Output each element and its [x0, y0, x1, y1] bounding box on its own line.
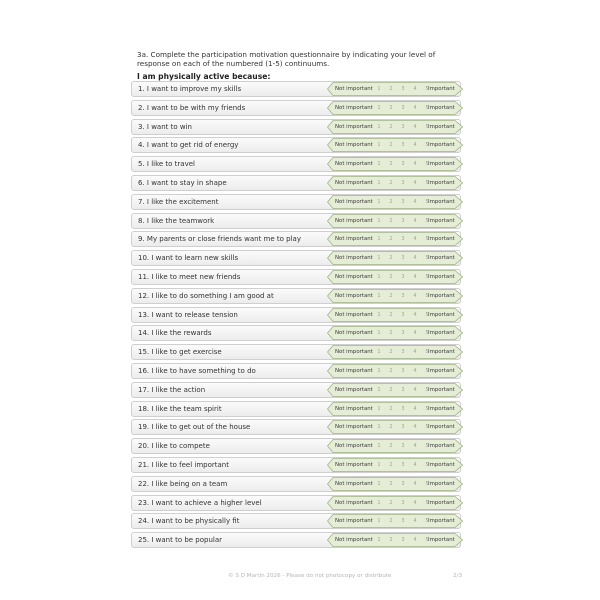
questionnaire-subheading: I am physically active because:	[137, 72, 271, 81]
rating-scale	[327, 269, 463, 285]
rating-option-1[interactable]: 1	[377, 480, 381, 487]
rating-option-4[interactable]: 4	[413, 349, 417, 356]
rating-option-4[interactable]: 4	[413, 480, 417, 487]
rating-option-3[interactable]: 3	[401, 537, 405, 544]
rating-scale	[327, 457, 463, 473]
rating-option-3[interactable]: 3	[401, 330, 405, 337]
rating-option-2[interactable]: 2	[389, 104, 393, 111]
rating-option-2[interactable]: 2	[389, 179, 393, 186]
rating-option-5[interactable]: 5	[425, 330, 429, 337]
rating-option-3[interactable]: 3	[401, 123, 405, 130]
rating-option-4[interactable]: 4	[413, 537, 417, 544]
rating-option-5[interactable]: 5	[425, 104, 429, 111]
rating-option-2[interactable]: 2	[389, 86, 393, 92]
question-label: 13. I want to release tension	[138, 310, 238, 319]
rating-option-5[interactable]: 5	[425, 386, 429, 393]
question-label: 15. I like to get exercise	[138, 348, 222, 357]
rating-option-4[interactable]: 4	[413, 292, 417, 299]
scale-low-label: Not important	[335, 349, 373, 356]
rating-option-4[interactable]: 4	[413, 255, 417, 262]
rating-option-4[interactable]: 4	[413, 386, 417, 393]
rating-option-3[interactable]: 3	[401, 198, 405, 205]
rating-scale	[327, 363, 463, 379]
rating-scale	[327, 307, 463, 323]
rating-scale	[327, 175, 463, 191]
rating-option-1[interactable]: 1	[377, 123, 381, 130]
questionnaire-row	[131, 306, 463, 325]
questionnaire-list	[131, 80, 463, 550]
rating-option-2[interactable]: 2	[389, 424, 393, 431]
scale-high-label: Important	[428, 142, 455, 149]
rating-option-4[interactable]: 4	[413, 367, 417, 374]
rating-option-5[interactable]: 5	[425, 461, 429, 468]
rating-option-4[interactable]: 4	[413, 86, 417, 92]
scale-low-label: Not important	[335, 424, 373, 431]
rating-option-3[interactable]: 3	[401, 86, 405, 92]
scale-low-label: Not important	[335, 537, 373, 544]
question-label: 1. I want to improve my skills	[138, 85, 242, 93]
scale-low-label: Not important	[335, 292, 373, 299]
rating-option-3[interactable]: 3	[401, 518, 405, 525]
rating-option-1[interactable]: 1	[377, 349, 381, 356]
rating-option-3[interactable]: 3	[401, 349, 405, 356]
questionnaire-row	[131, 494, 463, 513]
rating-option-5[interactable]: 5	[425, 217, 429, 224]
questionnaire-row	[131, 456, 463, 475]
rating-option-1[interactable]: 1	[377, 367, 381, 374]
rating-option-5[interactable]: 5	[425, 311, 429, 318]
rating-option-4[interactable]: 4	[413, 236, 417, 243]
rating-option-4[interactable]: 4	[413, 161, 417, 168]
rating-option-3[interactable]: 3	[401, 424, 405, 431]
rating-scale	[327, 250, 463, 266]
questionnaire-row	[131, 287, 463, 306]
rating-option-2[interactable]: 2	[389, 123, 393, 130]
question-label: 6. I want to stay in shape	[138, 178, 227, 187]
scale-high-label: Important	[428, 123, 455, 130]
questionnaire-row	[131, 249, 463, 268]
rating-option-1[interactable]: 1	[377, 217, 381, 224]
rating-option-5[interactable]: 5	[425, 349, 429, 356]
questionnaire-row	[131, 343, 463, 362]
rating-option-2[interactable]: 2	[389, 367, 393, 374]
rating-option-5[interactable]: 5	[425, 405, 429, 412]
question-label: 2. I want to be with my friends	[138, 103, 246, 112]
rating-scale	[327, 476, 463, 492]
rating-option-5[interactable]: 5	[425, 255, 429, 262]
rating-option-1[interactable]: 1	[377, 330, 381, 337]
rating-option-3[interactable]: 3	[401, 480, 405, 487]
scale-low-label: Not important	[335, 405, 373, 412]
rating-option-4[interactable]: 4	[413, 443, 417, 450]
rating-option-1[interactable]: 1	[377, 179, 381, 186]
questionnaire-row	[131, 136, 463, 155]
rating-option-5[interactable]: 5	[425, 518, 429, 525]
rating-option-2[interactable]: 2	[389, 217, 393, 224]
question-label: 11. I like to meet new friends	[138, 272, 241, 281]
page-number: 2/3	[453, 573, 463, 579]
questionnaire-row	[131, 268, 463, 287]
question-label: 22. I like being on a team	[138, 479, 228, 488]
scale-high-label: Important	[428, 405, 455, 412]
scale-low-label: Not important	[335, 104, 373, 111]
rating-scale	[327, 194, 463, 210]
rating-option-4[interactable]: 4	[413, 217, 417, 224]
rating-scale	[327, 137, 463, 153]
rating-option-1[interactable]: 1	[377, 405, 381, 412]
rating-option-5[interactable]: 5	[425, 198, 429, 205]
questionnaire-row	[131, 99, 463, 118]
scale-high-label: Important	[428, 86, 455, 92]
questionnaire-row	[131, 80, 463, 99]
questionnaire-row	[131, 362, 463, 381]
question-label: 14. I like the rewards	[138, 329, 212, 338]
questionnaire-row	[131, 531, 463, 550]
rating-option-3[interactable]: 3	[401, 499, 405, 506]
scale-high-label: Important	[428, 367, 455, 374]
question-label: 24. I want to be physically fit	[138, 517, 240, 526]
question-label: 10. I want to learn new skills	[138, 254, 239, 263]
rating-option-1[interactable]: 1	[377, 161, 381, 168]
scale-high-label: Important	[428, 198, 455, 205]
questionnaire-row	[131, 155, 463, 174]
rating-option-2[interactable]: 2	[389, 386, 393, 393]
rating-option-3[interactable]: 3	[401, 142, 405, 149]
question-label: 7. I like the excitement	[138, 197, 219, 206]
question-label: 18. I like the team spirit	[138, 404, 222, 413]
rating-option-4[interactable]: 4	[413, 104, 417, 111]
rating-option-1[interactable]: 1	[377, 236, 381, 243]
rating-option-5[interactable]: 5	[425, 142, 429, 149]
rating-scale	[327, 438, 463, 454]
rating-option-3[interactable]: 3	[401, 161, 405, 168]
rating-option-2[interactable]: 2	[389, 161, 393, 168]
rating-option-2[interactable]: 2	[389, 236, 393, 243]
scale-low-label: Not important	[335, 86, 373, 92]
rating-scale	[327, 81, 463, 97]
rating-option-1[interactable]: 1	[377, 386, 381, 393]
rating-option-5[interactable]: 5	[425, 273, 429, 280]
scale-high-label: Important	[428, 386, 455, 393]
rating-option-3[interactable]: 3	[401, 292, 405, 299]
rating-scale	[327, 513, 463, 529]
question-label: 17. I like the action	[138, 385, 206, 394]
rating-option-5[interactable]: 5	[425, 537, 429, 544]
rating-option-1[interactable]: 1	[377, 424, 381, 431]
rating-option-1[interactable]: 1	[377, 273, 381, 280]
scale-low-label: Not important	[335, 386, 373, 393]
rating-scale	[327, 231, 463, 247]
rating-option-2[interactable]: 2	[389, 480, 393, 487]
rating-option-2[interactable]: 2	[389, 311, 393, 318]
rating-option-5[interactable]: 5	[425, 499, 429, 506]
scale-high-label: Important	[428, 424, 455, 431]
scale-high-label: Important	[428, 461, 455, 468]
questionnaire-row	[131, 381, 463, 400]
scale-high-label: Important	[428, 537, 455, 544]
rating-scale	[327, 532, 463, 548]
rating-option-2[interactable]: 2	[389, 518, 393, 525]
question-label: 21. I like to feel important	[138, 460, 229, 469]
rating-option-4[interactable]: 4	[413, 142, 417, 149]
rating-option-1[interactable]: 1	[377, 461, 381, 468]
rating-option-2[interactable]: 2	[389, 255, 393, 262]
scale-low-label: Not important	[335, 499, 373, 506]
rating-option-5[interactable]: 5	[425, 367, 429, 374]
rating-option-1[interactable]: 1	[377, 104, 381, 111]
scale-high-label: Important	[428, 349, 455, 356]
rating-scale	[327, 401, 463, 417]
rating-option-3[interactable]: 3	[401, 443, 405, 450]
rating-option-3[interactable]: 3	[401, 405, 405, 412]
scale-low-label: Not important	[335, 480, 373, 487]
questionnaire-row	[131, 512, 463, 531]
rating-option-2[interactable]: 2	[389, 142, 393, 149]
rating-option-5[interactable]: 5	[425, 86, 429, 92]
instructions-text: 3a. Complete the participation motivation questionnaire by indicating your level of response on each of the numbered (1-5) continuums.	[137, 50, 436, 69]
rating-option-2[interactable]: 2	[389, 198, 393, 205]
rating-option-4[interactable]: 4	[413, 461, 417, 468]
rating-option-4[interactable]: 4	[413, 405, 417, 412]
rating-option-4[interactable]: 4	[413, 311, 417, 318]
question-label: 5. I like to travel	[138, 160, 195, 169]
scale-low-label: Not important	[335, 123, 373, 130]
rating-option-5[interactable]: 5	[425, 123, 429, 130]
rating-option-1[interactable]: 1	[377, 142, 381, 149]
rating-option-3[interactable]: 3	[401, 367, 405, 374]
questionnaire-row	[131, 212, 463, 231]
questionnaire-row	[131, 475, 463, 494]
question-label: 20. I like to compete	[138, 442, 210, 451]
scale-high-label: Important	[428, 161, 455, 168]
rating-option-2[interactable]: 2	[389, 499, 393, 506]
rating-scale	[327, 156, 463, 172]
rating-option-1[interactable]: 1	[377, 537, 381, 544]
rating-option-1[interactable]: 1	[377, 86, 381, 92]
rating-option-3[interactable]: 3	[401, 311, 405, 318]
rating-option-3[interactable]: 3	[401, 236, 405, 243]
scale-low-label: Not important	[335, 217, 373, 224]
scale-high-label: Important	[428, 292, 455, 299]
rating-option-4[interactable]: 4	[413, 123, 417, 130]
question-label: 16. I like to have something to do	[138, 366, 256, 375]
rating-option-1[interactable]: 1	[377, 198, 381, 205]
scale-high-label: Important	[428, 217, 455, 224]
scale-low-label: Not important	[335, 179, 373, 186]
rating-option-1[interactable]: 1	[377, 443, 381, 450]
rating-option-5[interactable]: 5	[425, 161, 429, 168]
rating-option-4[interactable]: 4	[413, 198, 417, 205]
question-label: 9. My parents or close friends want me to play	[138, 235, 301, 244]
rating-option-3[interactable]: 3	[401, 386, 405, 393]
rating-option-1[interactable]: 1	[377, 255, 381, 262]
rating-option-4[interactable]: 4	[413, 424, 417, 431]
rating-option-2[interactable]: 2	[389, 273, 393, 280]
rating-scale	[327, 344, 463, 360]
rating-option-4[interactable]: 4	[413, 518, 417, 525]
scale-low-label: Not important	[335, 443, 373, 450]
scale-low-label: Not important	[335, 142, 373, 149]
rating-scale	[327, 288, 463, 304]
question-label: 25. I want to be popular	[138, 536, 223, 545]
rating-option-3[interactable]: 3	[401, 104, 405, 111]
rating-option-5[interactable]: 5	[425, 480, 429, 487]
scale-high-label: Important	[428, 518, 455, 525]
questionnaire-row	[131, 118, 463, 137]
rating-option-2[interactable]: 2	[389, 537, 393, 544]
rating-option-1[interactable]: 1	[377, 311, 381, 318]
scale-high-label: Important	[428, 104, 455, 111]
copyright-notice: © S D Martin 2026 - Please do not photocopy or distribute	[228, 573, 392, 579]
question-label: 12. I like to do something I am good at	[138, 291, 274, 300]
questionnaire-row	[131, 324, 463, 343]
question-label: 3. I want to win	[138, 122, 192, 131]
rating-option-5[interactable]: 5	[425, 179, 429, 186]
questionnaire-row	[131, 418, 463, 437]
rating-scale	[327, 119, 463, 135]
questionnaire-row	[131, 174, 463, 193]
scale-low-label: Not important	[335, 236, 373, 243]
scale-high-label: Important	[428, 273, 455, 280]
rating-option-1[interactable]: 1	[377, 499, 381, 506]
scale-low-label: Not important	[335, 161, 373, 168]
rating-option-5[interactable]: 5	[425, 443, 429, 450]
rating-scale	[327, 325, 463, 341]
rating-option-5[interactable]: 5	[425, 292, 429, 299]
scale-low-label: Not important	[335, 273, 373, 280]
rating-option-5[interactable]: 5	[425, 424, 429, 431]
scale-low-label: Not important	[335, 311, 373, 318]
question-label: 19. I like to get out of the house	[138, 423, 251, 432]
rating-option-4[interactable]: 4	[413, 179, 417, 186]
rating-option-3[interactable]: 3	[401, 179, 405, 186]
rating-scale	[327, 213, 463, 229]
scale-high-label: Important	[428, 330, 455, 337]
rating-option-2[interactable]: 2	[389, 330, 393, 337]
rating-option-3[interactable]: 3	[401, 217, 405, 224]
scale-high-label: Important	[428, 255, 455, 262]
rating-scale	[327, 100, 463, 116]
scale-high-label: Important	[428, 179, 455, 186]
question-label: 4. I want to get rid of energy	[138, 141, 239, 150]
scale-high-label: Important	[428, 236, 455, 243]
questionnaire-row	[131, 230, 463, 249]
rating-option-2[interactable]: 2	[389, 443, 393, 450]
scale-low-label: Not important	[335, 461, 373, 468]
rating-option-4[interactable]: 4	[413, 330, 417, 337]
scale-low-label: Not important	[335, 330, 373, 337]
scale-high-label: Important	[428, 499, 455, 506]
rating-option-2[interactable]: 2	[389, 405, 393, 412]
scale-high-label: Important	[428, 480, 455, 487]
rating-option-3[interactable]: 3	[401, 273, 405, 280]
rating-option-1[interactable]: 1	[377, 292, 381, 299]
scale-low-label: Not important	[335, 198, 373, 205]
rating-scale	[327, 495, 463, 511]
questionnaire-row	[131, 400, 463, 419]
scale-low-label: Not important	[335, 367, 373, 374]
rating-scale	[327, 419, 463, 435]
rating-option-4[interactable]: 4	[413, 273, 417, 280]
rating-option-1[interactable]: 1	[377, 518, 381, 525]
rating-option-2[interactable]: 2	[389, 461, 393, 468]
rating-option-3[interactable]: 3	[401, 461, 405, 468]
questionnaire-row	[131, 437, 463, 456]
rating-option-3[interactable]: 3	[401, 255, 405, 262]
rating-option-2[interactable]: 2	[389, 292, 393, 299]
rating-scale	[327, 382, 463, 398]
scale-high-label: Important	[428, 311, 455, 318]
rating-option-5[interactable]: 5	[425, 236, 429, 243]
scale-high-label: Important	[428, 443, 455, 450]
question-label: 23. I want to achieve a higher level	[138, 498, 262, 507]
question-label: 8. I like the teamwork	[138, 216, 215, 225]
rating-option-2[interactable]: 2	[389, 349, 393, 356]
scale-low-label: Not important	[335, 255, 373, 262]
rating-option-4[interactable]: 4	[413, 499, 417, 506]
scale-low-label: Not important	[335, 518, 373, 525]
questionnaire-row	[131, 193, 463, 212]
